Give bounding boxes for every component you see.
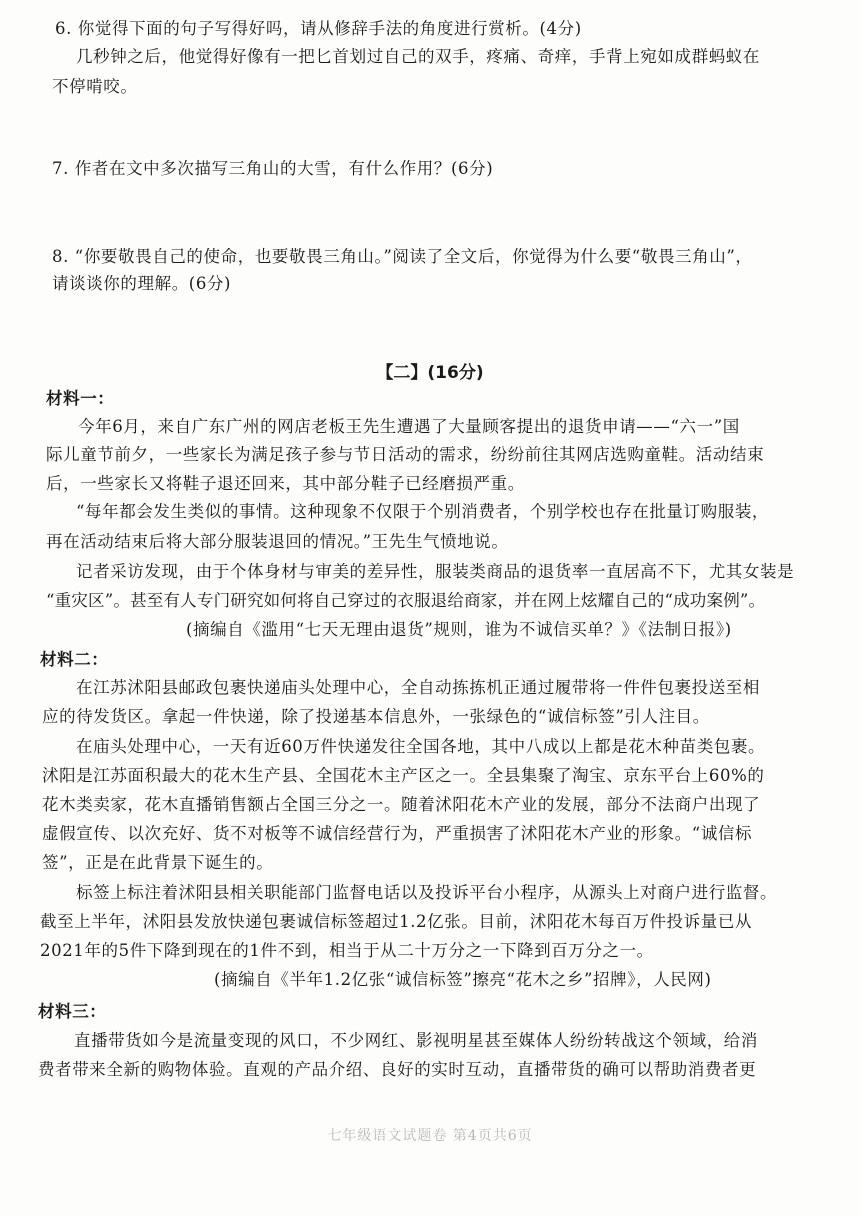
- material-one-line: “每年都会发生类似的事情。这种现象不仅限于个别消费者，个别学校也存在批量订购服装，: [76, 502, 770, 521]
- material-one-line: “重灾区”。甚至有人专门研究如何将自己穿过的衣服退给商家，并在网上炫耀自己的“成功案例”。: [46, 591, 766, 610]
- material-two-source: (摘编自《半年1.2亿张“诚信标签”擦亮“花木之乡”招牌》，人民网): [214, 970, 712, 989]
- material-one-source: (摘编自《滥用“七天无理由退货”规则，谁为不诚信买单？》《法制日报》): [186, 620, 732, 639]
- material-two-line: 2021年的5件下降到现在的1件不到，相当于从二十万分之一下降到百万分之一。: [40, 941, 654, 960]
- material-two-line: 标签上标注着沭阳县相关职能部门监督电话以及投诉平台小程序，从源头上对商户进行监督。: [76, 883, 778, 902]
- material-two-line: 签”，正是在此背景下诞生的。: [42, 853, 274, 872]
- material-two-line: 虚假宣传、以次充好、货不对板等不诚信经营行为，严重损害了沭阳花木产业的形象。“诚信标: [42, 824, 753, 843]
- material-one-line: 后，一些家长又将鞋子退还回来，其中部分鞋子已经磨损严重。: [46, 474, 525, 493]
- material-three-line: 直播带货如今是流量变现的风口，不少网红、影视明星甚至媒体人纷纷转战这个领域，给消: [74, 1031, 758, 1050]
- material-two-line: 在庙头处理中心，一天有近60万件快递发往全国各地，其中八成以上都是花木种苗类包裹。: [76, 737, 766, 756]
- material-two-line: 应的待发货区。拿起一件快递，除了投递基本信息外，一张绿色的“诚信标签”引人注目。: [42, 707, 710, 726]
- material-one-line: 际儿童节前夕，一些家长为满足孩子参与节日活动的需求，纷纷前往其网店选购童鞋。活动结束: [46, 445, 765, 464]
- material-two-line: 沭阳是江苏面积最大的花木生产县、全国花木主产区之一。全县集聚了淘宝、京东平台上60%的: [42, 766, 765, 785]
- section-two-title: 【二】(16分): [376, 363, 484, 383]
- question-6-prompt: 6. 你觉得下面的句子写得好吗，请从修辞手法的角度进行赏析。(4分): [55, 19, 582, 38]
- question-7-prompt: 7. 作者在文中多次描写三角山的大雪，有什么作用？(6分): [52, 159, 494, 178]
- material-two-line: 截至上半年，沭阳县发放快递包裹诚信标签超过1.2亿张。目前，沭阳花木每百万件投诉量已从: [40, 912, 753, 931]
- material-one-label: 材料一：: [46, 389, 115, 408]
- question-8-prompt-line: 请谈谈你的理解。(6分): [52, 274, 232, 293]
- material-one-line: 再在活动结束后将大部分服装退回的情况。”王先生气愤地说。: [46, 532, 509, 551]
- question-8-prompt-line: 8. “你要敬畏自己的使命，也要敬畏三角山。”阅读了全文后，你觉得为什么要“敬畏三角山”，: [52, 247, 753, 266]
- material-two-line: 在江苏沭阳县邮政包裹快递庙头处理中心，全自动拣拣机正通过履带将一件件包裹投送至相: [76, 678, 760, 697]
- material-one-line: 今年6月，来自广东广州的网店老板王先生遭遇了大量顾客提出的退货申请——“六一”国: [78, 417, 740, 436]
- material-three-line: 费者带来全新的购物体验。直观的产品介绍、良好的实时互动，直播带货的确可以帮助消费者更: [38, 1060, 757, 1079]
- material-one-line: 记者采访发现，由于个体身材与审美的差异性，服装类商品的退货率一直居高不下，尤其女装是: [76, 562, 795, 581]
- material-three-label: 材料三：: [38, 1002, 107, 1021]
- question-6-quote-line: 几秒钟之后，他觉得好像有一把匕首划过自己的双手，疼痛、奇痒，手背上宛如成群蚂蚁在: [76, 47, 760, 66]
- question-6-quote-line: 不停啃咬。: [52, 77, 138, 96]
- page-footer: 七年级语文试题卷 第4页共6页: [327, 1128, 533, 1144]
- material-two-line: 花木类卖家，花木直播销售额占全国三分之一。随着沭阳花木产业的发展，部分不法商户出现了: [42, 795, 761, 814]
- material-two-label: 材料二：: [40, 650, 109, 669]
